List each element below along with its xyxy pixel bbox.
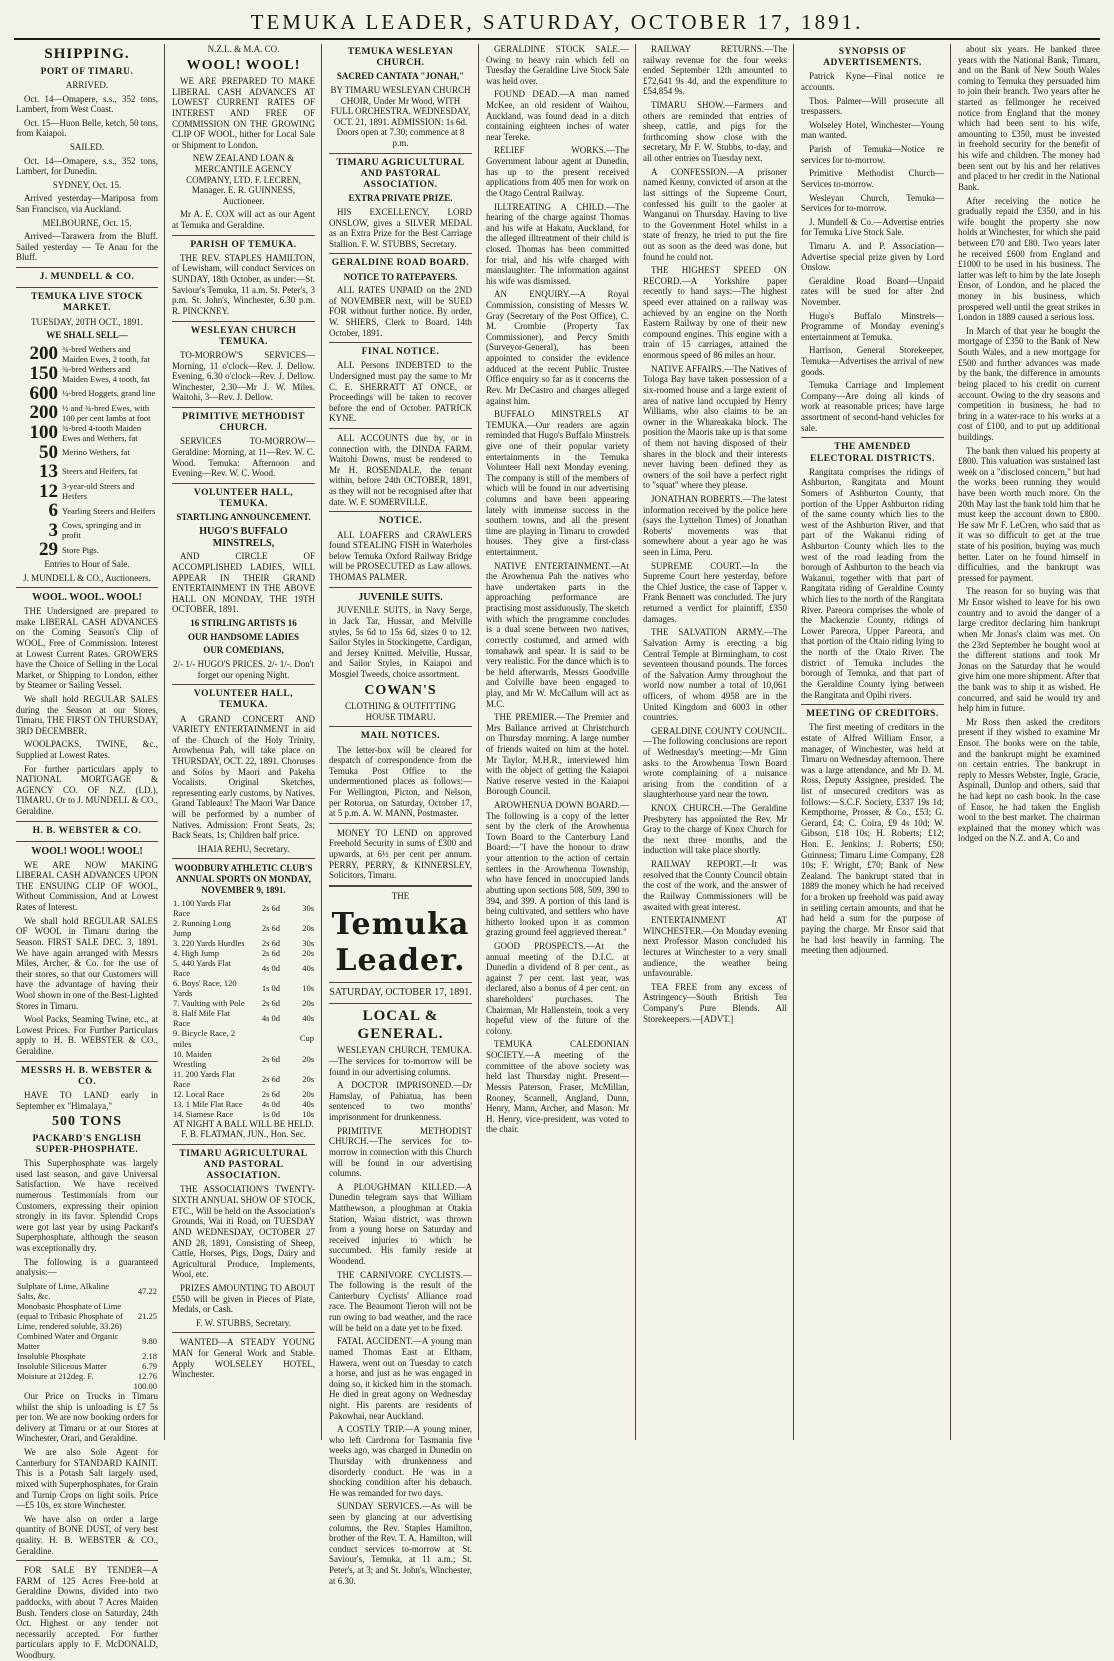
- price-note: Our Price on Trucks in Timaru whilst the ship is unloading is £7 5s per ton. We are now booking orders for delivery at Timaru or at our Stores at Winchester, Orari, and Geraldine.: [16, 1391, 158, 1444]
- districts-text: Rangitata comprises the ridings of Ashburton, Rangitata and Mount Somers of Ashburton County, that portion of the Upper Ashburton riding of the same county which lies to the west of the Ashburton River, and that part of the Wakanui riding of Ashburton County which lies to the west of the road leading from the borough of Ashburton to the beach via Wakanui, together with that part of Rangitata riding of Geraldine County which lies to the north of the Rangitata River. Pareora comprises the whole of the Mackenzie County, ridings of Lower Pareora, Upper Pareora, and that portion of the Otaio riding lying to the north of the Otaio River. The district of Temuka includes the borough of Temuka, and that part of the Geraldine County lying between the Rangitata and Opihi rivers.: [801, 466, 944, 700]
- event-row: [172, 958, 315, 978]
- news-paragraph: SUNDAY SERVICES.—As will be seen by glancing at our advertising columns, the Rev. Staples Hamilton, brother of the Rev. T. A. Hamilton, will conduct services to-morrow at St. Saviour's, Temuka, at 11 a.m.; St. Peter's, at 3; and St. John's, Winchester, at 6.30.: [329, 1501, 472, 1586]
- agency-text: NEW ZEALAND LOAN & MERCANTILE AGENCY COMPANY, LTD. F. LECREN, Manager. E. R. GUINNESS, Auctioneer.: [186, 153, 301, 206]
- arrival-entry: Oct. 15—Huon Belle, ketch, 50 tons, from Kaiapoi.: [16, 117, 158, 139]
- melbourne-text: Arrived—Tarawera from the Bluff. Sailed yesterday — Te Anau for the Bluff.: [16, 231, 158, 263]
- webster-heading: H. B. WEBSTER & CO.: [32, 825, 142, 836]
- event-row: [172, 1109, 315, 1119]
- we-shall-sell: WE SHALL SELL—: [46, 330, 128, 341]
- synopsis-item: Wesleyan Church, Temuka—Services for to-morrow.: [801, 192, 944, 214]
- news-paragraph: A PLOUGHMAN KILLED.—A Dunedin telegram says that William Matthewson, a ploughman at Otakia Station, Waiau district, was thrown from a young horse on Saturday and received injuries to which he succumbed. His family reside at Woodend.: [329, 1181, 472, 1267]
- masthead: [14, 8, 1100, 42]
- analysis-value: 21.25: [137, 1310, 157, 1321]
- mundell-heading: J. MUNDELL & CO.: [39, 272, 135, 283]
- packard-text: This Superphosphate was largely used last season, and gave Universal Satisfaction. We have received numerous Testimonials from our Customers, expressing their opinion strongly in its favor. Splendid Crops were got last year by using Packard's Superphosphate, although the season was exceptionally dry.: [16, 1158, 158, 1254]
- event-name: 12. Local Race: [173, 1088, 225, 1099]
- event-entry-fee: 4s 0d: [261, 1013, 280, 1024]
- analysis-value: 100.00: [133, 1381, 157, 1392]
- lot-count: 3: [48, 519, 58, 541]
- news-paragraph: FOUND DEAD.—A man named McKee, an old resident of Waihou, Auckland, was found dead in a ditch containing eighteen inches of water near Tereke.: [486, 89, 629, 142]
- synopsis-item: Harrison, General Storekeeper, Temuka—Advertises the arrival of new goods.: [801, 345, 944, 377]
- event-prize: 40s: [302, 1098, 314, 1109]
- news-paragraph: Mr Ross then asked the creditors present if they wished to examine Mr Ensor. The books were on the table, and the bankrupt might be examined on certain entries. The bankrupt in reply to Messrs Webster, Ingle, Gracie, Aspinall, Dunlop and others, said that he had kept no cash book. In the case of Ensor, he had taken the English wool to the best market. The chairman explained that the money which was lodged on the N.Z. and A. Co and: [958, 716, 1100, 844]
- livestock-lot: [16, 540, 158, 559]
- news-paragraph: AROWHENUA DOWN BOARD.—The following is a copy of the letter sent by the clerk of the Arowhenua Town Board to the Canterbury Land Board:—"I have the honour to draw your attention to the action of certain settlers in the Arowhenua Township, who have fenced in unoccupied lands abutting upon sections 508, 509, 390 to 394, and 399. A portion of this land is being cultivated, and settlers who have hitherto looked upon it as common grazing ground feel aggrieved thereat.": [486, 800, 629, 938]
- agri-text: THE ASSOCIATION'S TWENTY-SIXTH ANNUAL SHOW OF STOCK, ETC., Will be held on the Association's Grounds, Wai iti Road, on TUESDAY AND WEDNESDAY, OCTOBER 27 AND 28, 1891, Consisting of Sheep, Cattle, Horses, Pigs, Dogs, Dairy and Agricultural Produce, Implements, Wool, etc.: [172, 1184, 315, 1280]
- lot-description: Yearling Steers and Heifers: [62, 505, 156, 516]
- primitive-text: SERVICES TO-MORROW— Geraldine: Morning, at 11—Rev. W. C. Wood. Temuka: Afternoon and Evening—Rev. W. C. Wood.: [172, 436, 315, 479]
- event-name: 4. High Jump: [173, 948, 220, 959]
- kainit-note: We are also Sole Agent for Canterbury for STANDARD KAINIT. This is a Potash Salt largely used, mixed with Superphosphates, for Grain and Turnip Crops on light soils. Price—£5 10s, ex store Winchester.: [16, 1447, 158, 1511]
- lot-description: Merino Wethers, fat: [62, 447, 130, 458]
- shipping-heading: SHIPPING.: [44, 46, 130, 62]
- lot-count: 6: [48, 500, 58, 522]
- news-paragraph: ENTERTAINMENT AT WINCHESTER.—On Monday evening next Professor Mason concluded his lectures at Winchester to a very small audience, the weather being unfavourable.: [643, 915, 787, 979]
- event-name: 13. 1 Mile Flat Race: [173, 1098, 243, 1109]
- livestock-lot: [16, 423, 158, 443]
- event-row: [172, 938, 315, 948]
- lot-count: 100: [29, 422, 58, 444]
- livestock-lot: [16, 364, 158, 384]
- analysis-item: Insoluble Siliceous Matter: [17, 1360, 107, 1371]
- startling-heading: STARTLING ANNOUNCEMENT.: [176, 512, 311, 523]
- column-rule: [164, 44, 165, 1440]
- lot-count: 29: [39, 539, 58, 561]
- news-paragraph: TEA FREE from any excess of Astringency—South British Tea Company's Pure Blends. All Storekeepers.—[ADVT.]: [643, 981, 787, 1024]
- lot-description: Cows, springing and in profit: [62, 520, 141, 541]
- lot-count: 200: [29, 343, 58, 365]
- lot-count: 50: [39, 441, 58, 463]
- mail-heading: MAIL NOTICES.: [360, 731, 441, 742]
- synopsis-item: Geraldine Road Board—Unpaid rates will be sued for after 2nd November.: [801, 275, 944, 307]
- lot-description: Store Pigs.: [62, 544, 99, 555]
- analysis-row: [16, 1371, 158, 1381]
- livestock-lot: [16, 481, 158, 501]
- bone-note: We have also on order a large quantity of BONE DUST, of very best quality. H. B. WEBSTER & CO., Geraldine.: [16, 1513, 158, 1556]
- juvenile-text: JUVENILE SUITS, in Navy Serge, in Jack Tar, Hussar, and Melville styles, 5s 6d to 15s 6d, sizes 0 to 12. Sailor Styles in Stockingette, Cardigan, and Jersey Knitted. Melville, Hussar, and Sailor Styles, in Kaiapoi and Mosgiel Tweeds, choice assortment.: [329, 605, 472, 680]
- news-paragraph: THE PREMIER.—The Premier and Mrs Ballance arrived at Christchurch on Thursday morning. A large number of friends waited on him at the hotel. Mr Taylor, M.H.R., interviewed him with the object of getting the Kaiapoi Native reserve vested in the Kaiapoi Borough Council.: [486, 712, 629, 797]
- melbourne-dateline: MELBOURNE, Oct. 15.: [42, 217, 132, 228]
- masthead-rule: [14, 38, 1100, 40]
- local-news: [329, 1045, 472, 1586]
- news-paragraph: The reason for so buying was that Mr Ensor wished to leave for his own country and to avoid the danger of a large creditor declaring him bankrupt when Mr Jonas's claim was met. On the 23rd September he bought wool at the different stations and took Mr Jonas on the Saturday that he would give him one more shipment. After that the bank was to ship it as wished. He concurred, and said he would try and help him in future.: [958, 586, 1100, 714]
- concert-signature: IHAIA REHU, Secretary.: [197, 843, 290, 854]
- event-name: 1. 100 Yards Flat Race: [173, 898, 231, 919]
- lot-description: ¼-bred Hoggets, grand line: [62, 388, 156, 399]
- event-name: 7. Vaulting with Pole: [173, 998, 245, 1009]
- event-prize: 30s: [302, 938, 314, 949]
- news-paragraph: BUFFALO MINSTRELS AT TEMUKA.—Our readers are again reminded that Hugo's Buffalo Minstrels give one of their popular variety entertainments in the Temuka Volunteer Hall next Monday evening. The company is still of the members of which will be found in our advertising columns and have been appearing lately with immense success in the southern towns, and all the present time are playing in Timaru to crowded houses. They give a first-class entertainment.: [486, 409, 629, 558]
- final-notice-heading: FINAL NOTICE.: [361, 347, 440, 358]
- paper-title: Temuka Leader.: [331, 907, 470, 978]
- cantata-heading: SACRED CANTATA "JONAH,": [336, 71, 465, 82]
- ball-note: AT NIGHT A BALL WILL BE HELD. F. B. FLATMAN, JUN., Hon. Sec.: [173, 1118, 314, 1140]
- analysis-row: [16, 1281, 158, 1301]
- comedians-line: OUR COMEDIANS,: [203, 645, 284, 656]
- column-rule: [635, 44, 636, 1440]
- handsome-line: OUR HANDSOME LADIES: [187, 631, 299, 642]
- news-paragraph: In March of that year he bought the mortgage of £350 to the Bank of New South Wales, and a new mortgage for £500 and further advances was made by the bank, the difference in amounts being placed to his credit on current account. Owing to the dry seasons and competition in business, he had to bring in a water-race to his works at a cost of £100, and to put up additional buildings.: [958, 325, 1100, 442]
- news-paragraph: KNOX CHURCH.—The Geraldine Presbytery has appointed the Rev. Mr Gray to the charge of Knox Church for the next three months, and the induction will take place shortly.: [643, 803, 787, 856]
- event-prize: 20s: [302, 998, 314, 1009]
- event-name: 14. Siamese Race: [173, 1108, 234, 1119]
- news-paragraph: The bank then valued his property at £800. This valuation was sustained last week on a "disclosed concern," but had the works been running they would have been worth much more. On the 20th May last the bank told him that he must keep the account down to £800. He saw Mr F. LeCren, who said that as it was so difficult to get at the true state of his position, buying was much better. Later on he found himself in difficulties, and the bankrupt was pressed for payment.: [958, 445, 1100, 583]
- event-entry-fee: 2s 6d: [261, 923, 280, 934]
- webster2-text: HAVE TO LAND early in September ex "Himalaya,": [16, 1090, 158, 1111]
- news-paragraph: THE HIGHEST SPEED ON RECORD.—A Yorkshire paper recently to hand says:—The highest speed ever attained on a railway was achieved by an engine on the North Eastern Railway by one of their new compound engines. This engine with a train of 15 carriages, attained the enormous speed of 86 miles an hour.: [643, 265, 787, 361]
- event-row: [172, 1069, 315, 1089]
- news-paragraph: THE CARNIVORE CYCLISTS.—The following is the result of the Canterbury Cyclists' Alliance road race. The Beaumont Tieron will not be run owing to bad weather, and the race will be held on a date yet to be fixed.: [329, 1269, 472, 1333]
- event-entry-fee: 2s 6d: [261, 998, 280, 1009]
- news-paragraph: TEMUKA CALEDONIAN SOCIETY.—A meeting of the committee of the above society was held last Thursday night. Present—Messrs Paterson, Fraser, McMillan, Rooney, Scannell, Angland, Dunn, Henry, Mann, Archer, and Mason. Mr H. Henry, vice-president, was voted to the chair.: [486, 1039, 629, 1135]
- wesleyan-church-heading: TEMUKA WESLEYAN CHURCH.: [347, 47, 454, 69]
- accounts-text: ALL ACCOUNTS due by, or in connection with, the DINDA FARM, Waitohi Downs, must be rendered to Mr H. ROSENDALE, the tenant within, before 24th OCTOBER, 1891, as they will not be recognised after that date. W. F. SOMERVILLE.: [329, 433, 472, 507]
- event-entry-fee: 2s 6d: [261, 1073, 280, 1084]
- synopsis-item: Thos. Palmer—Will prosecute all trespassers.: [801, 95, 944, 117]
- event-row: [172, 1028, 315, 1048]
- money-text: MONEY TO LEND on approved Freehold Security in sums of £300 and upwards, at 6½ per cent per annum. PERRY, PERRY, & KINNERSLEY, Solicitors, Timaru.: [329, 827, 472, 881]
- event-entry-fee: 2s 6d: [261, 903, 280, 914]
- event-prize: 20s: [302, 923, 314, 934]
- parish-heading: PARISH OF TEMUKA.: [190, 239, 297, 250]
- news-column: [486, 44, 629, 1135]
- arrival-entry: Oct. 14—Omapere, s.s., 352 tons, Lambert, from West Coast.: [16, 93, 158, 115]
- cantata-text: BY TIMARU WESLEYAN CHURCH CHOIR, Under Mr Wood, WITH FULL ORCHESTRA. WEDNESDAY, OCT. 21, 1891. ADMISSION: 1s 6d. Doors open at 7.30; commence at 8 p.m.: [330, 85, 471, 149]
- agri-heading: TIMARU AGRICULTURAL AND PASTORAL ASSOCIATION.: [336, 157, 465, 191]
- loafers-text: ALL LOAFERS and CRAWLERS found STEALING FISH in Waterholes below Temuka Oxford Railway Bridge will be PROSECUTED as Law allows. THOMAS PALMER.: [329, 529, 472, 582]
- livestock-lot: [16, 501, 158, 520]
- synopsis-list: [801, 71, 944, 433]
- news-paragraph: GOOD PROSPECTS.—At the annual meeting of the D.I.C. at Dunedin a dividend of 8 per cent., as against 7 per cent. last year, was declared, also a bonus of 4 per cent. on shareholders' purchases. The Chairman, Mr Hallenstein, took a very hopeful view of the future of the colony.: [486, 940, 629, 1036]
- wool-sales: We shall hold REGULAR SALES during the Season at our Stores, Timaru, THE FIRST ON THURSDAY, 3RD DECEMBER.: [16, 693, 158, 736]
- news-paragraph: PRIMITIVE METHODIST CHURCH.—The services for to-morrow in connection with this Church will be found in our advertising columns.: [329, 1125, 472, 1179]
- wanted-ad: WANTED—A STEADY YOUNG MAN for General Work and Stable. Apply WOLSELEY HOTEL, Winchester.: [172, 1337, 315, 1380]
- event-entry-fee: [247, 1028, 281, 1048]
- event-entry-fee: 2s 6d: [261, 1053, 280, 1064]
- news-paragraph: GERALDINE STOCK SALE.—Owing to heavy rain which fell on Tuesday the Geraldine Live Stock Sale was held over.: [486, 44, 629, 86]
- event-prize: Cup: [299, 1033, 314, 1044]
- ratepayers-text: ALL RATES UNPAID on the 2ND of NOVEMBER next, will be SUED FOR without further notice. By order, W. SHIERS, Clerk to Board. 14th October, 1891.: [329, 285, 472, 338]
- column-rule: [950, 44, 951, 1440]
- cox-note: Mr A. E. COX will act as our Agent at Temuka and Geraldine.: [172, 209, 315, 231]
- event-name: 9. Bicycle Race, 2 miles: [173, 1028, 236, 1049]
- hugo-text: AND CIRCLE OF ACCOMPLISHED LADIES, WILL APPEAR IN THEIR GRAND ENTERTAINMENT IN THE ABOVE HALL ON MONDAY, THE 19TH OCTOBER, 1891.: [172, 551, 315, 615]
- analysis-item: Insoluble Phosphate: [17, 1350, 86, 1361]
- stubbs-signature: F. W. STUBBS, Secretary.: [196, 1317, 291, 1328]
- column-3: [323, 44, 478, 1586]
- creditors-heading: MEETING OF CREDITORS.: [806, 709, 939, 720]
- event-name: 10. Maiden Wrestling: [173, 1048, 212, 1069]
- wool-heading: WOOL! WOOL!: [186, 57, 301, 73]
- synopsis-item: Patrick Kyne—Final notice re accounts.: [801, 71, 944, 93]
- wool-text: WE ARE PREPARED TO MAKE LIBERAL CASH ADVANCES AT LOWEST CURRENT RATES OF INTEREST AND FREE OF COMMISSION ON THE GROWING CLIP OF WOOL, hither for Local Sale or Shipment to London.: [172, 76, 315, 150]
- news-paragraph: RAILWAY RETURNS.—The railway revenue for the four weeks ended September 12th amounted to £72,641 9s 4d, and the expenditure to £54,854 9s.: [643, 44, 787, 97]
- event-row: [172, 1008, 315, 1028]
- wool2-more: We shall hold REGULAR SALES OF WOOL in Timaru during the Season. FIRST SALE DEC. 3, 1891. We have again arranged with Messrs Miles, Archer, & Co. for the use of their stores, so that our Customers will have the advantage of having their Wool shown in one of the Best-Lighted Stores in Timaru.: [16, 915, 158, 1011]
- sydney-text: Arrived yesterday—Mariposa from San Francisco, via Auckland.: [16, 193, 158, 214]
- analysis-row: [16, 1381, 158, 1391]
- lot-count: 600: [29, 382, 58, 404]
- news-paragraph: AN ENQUIRY.—A Royal Commission, consisting of Messrs W. Gray (Secretary of the Post Office), C. M. Crombie (Property Tax Commissioner), and Percy Smith (Surveyor-General), has been appointed to consider the evidence adduced at the recent Public Trustee Office enquiry so far as it concerns the Rev. Mr DeCastro and charges alleged against him.: [486, 289, 629, 406]
- event-entry-fee: 4s 0d: [261, 963, 280, 974]
- news-paragraph: A DOCTOR IMPRISONED.—Dr Hamslay, of Pahiatua, has been sentenced to two months' imprisonment for drunkenness.: [329, 1080, 472, 1123]
- event-row: [172, 918, 315, 938]
- parish-text: THE REV. STAPLES HAMILTON, of Lewisham, will conduct Services on SUNDAY, 18th October, as under:—St. Saviour's Temuka, 11 a.m. St. Peter's, 3 p.m. St. John's, Winchester, 6.30 p.m. R. PINCKNEY.: [172, 252, 315, 316]
- sports-events-table: [172, 898, 315, 1118]
- event-name: 8. Half Mile Flat Race: [173, 1008, 231, 1029]
- districts-heading: THE AMENDED ELECTORAL DISTRICTS.: [810, 442, 935, 464]
- event-row: [172, 998, 315, 1008]
- road-board-heading: GERALDINE ROAD BOARD.: [331, 258, 470, 269]
- sydney-dateline: SYDNEY, Oct. 15.: [52, 179, 122, 190]
- extra-prize-heading: EXTRA PRIVATE PRIZE.: [348, 193, 453, 204]
- event-name: 11. 200 Yards Flat Race: [173, 1068, 235, 1089]
- livestock-heading: TEMUKA LIVE STOCK MARKET.: [31, 292, 143, 314]
- packard-heading: PACKARD'S ENGLISH SUPER-PHOSPHATE.: [32, 1133, 142, 1155]
- primitive-heading: PRIMITIVE METHODIST CHURCH.: [182, 411, 305, 434]
- event-prize: 40s: [302, 1013, 314, 1024]
- arrived-heading: ARRIVED.: [65, 79, 109, 90]
- news-paragraph: A COSTLY TRIP.—A young miner, who left Cardrona for Tasmania five weeks ago, was charged in Dunedin on Thursday with drunkenness and disorderly conduct. He was in a shocking condition after his debauch. He was remanded for two days.: [329, 1424, 472, 1498]
- analysis-heading: The following is a guaranteed analysis:—: [16, 1256, 158, 1278]
- lot-count: 200: [29, 402, 58, 424]
- analysis-value: 47.22: [137, 1285, 157, 1296]
- event-entry-fee: 4s 0d: [261, 1098, 280, 1109]
- column-2: [166, 44, 321, 1440]
- news-paragraph: RELIEF WORKS.—The Government labour agent at Dunedin, has up to the present received applications from 405 men for work on the Otago Central Railway.: [486, 145, 629, 198]
- analysis-value: 6.79: [142, 1360, 157, 1371]
- news-paragraph: GERALDINE COUNTY COUNCIL.—The following conclusions are report of Wednesday's meeting:—Mr Ginn asks to the Arowhenua Town Board wrote complaining of a nuisance arising from the condition of a slaughterhouse yard near the town.: [643, 725, 787, 800]
- final-notice-text: ALL Persons INDEBTED to the Undersigned must pay the same to Mr C. E. SHERRATT AT ONCE, or Proceedings will be taken to recover before the end of October. PATRICK KYNE.: [329, 360, 472, 424]
- livestock-lot: [16, 443, 158, 462]
- tons-heading: 500 TONS: [51, 1114, 123, 1130]
- event-name: 3. 220 Yards Hurdles: [173, 938, 245, 949]
- lot-description: ¾-bred Wethers and Maiden Ewes, 2 tooth, fat: [62, 343, 150, 364]
- livestock-lot: [16, 384, 158, 403]
- event-prize: 10s: [302, 983, 314, 994]
- event-entry-fee: 1s 0d: [261, 983, 280, 994]
- wool2-packs: Wool Packs, Seaming Twine, etc., at Lowest Prices. For Further Particulars apply to H. B. WEBSTER & CO., Geraldine.: [16, 1014, 158, 1056]
- masthead-title: TEMUKA LEADER, SATURDAY, OCTOBER 17, 1891.: [250, 10, 864, 34]
- news-column: [643, 44, 787, 1024]
- prices-line: 2/- 1/- HUGO'S PRICES. 2/- 1/-. Don't forget our opening Night.: [173, 658, 314, 680]
- lot-count: 13: [39, 460, 58, 482]
- column-4: [480, 44, 635, 1440]
- volunteer2-heading: VOLUNTEER HALL, TEMUKA.: [193, 689, 294, 711]
- analysis-item: [16, 1381, 124, 1391]
- port-heading: PORT OF TIMARU.: [40, 66, 134, 77]
- event-prize: 10s: [302, 1108, 314, 1119]
- event-row: [172, 1099, 315, 1109]
- event-row: [172, 898, 315, 918]
- extra-prize-text: HIS EXCELLENCY, LORD ONSLOW, gives a SILVER MEDAL as an Extra Prize for the Best Carriage Stallion. F. W. STUBBS, Secretary.: [329, 206, 472, 249]
- event-prize: 20s: [302, 948, 314, 959]
- news-paragraph: After receiving the notice he gradually repaid the £350, and in his wife bought the property she now holds at Winchester, for which she paid between £70 and £80. Two years later he received £600 from England and £1000 to be used in his business. The latter was left to him by the late Joseph Ensor, of London, and he placed the money in his business, which prospered well until the great strikes in London in 1889 caused a serious loss.: [958, 195, 1100, 323]
- analysis-item: Sulphate of Lime, Alkaline Salts, &c.: [17, 1280, 110, 1301]
- lot-count: 12: [39, 480, 58, 502]
- column-rule: [793, 44, 794, 1440]
- synopsis-item: Wolseley Hotel, Winchester—Young man wanted.: [801, 119, 944, 141]
- wool2-heading: WOOL! WOOL! WOOL!: [31, 845, 143, 857]
- event-row: [172, 1089, 315, 1099]
- column-6: [795, 44, 950, 1440]
- news-paragraph: about six years. He banked three years with the National Bank, Timaru, and on the Bank of New South Wales coming to Temuka they persuaded him to join their branch. Two years after he started as fellmonger he received notice from England that the money which had been sent to his wife, amounting to £350, must be invested in freehold security for the benefit of his wife and children. The money had been sent out by his and her relatives and placed to her credit in the National Bank.: [958, 44, 1100, 192]
- analysis-item: Moisture at 212deg. F.: [17, 1371, 94, 1381]
- lot-description: ¾-bred 4-tooth Maiden Ewes and Wethers, fat: [62, 422, 142, 443]
- wool2-text: WE ARE NOW MAKING LIBERAL CASH ADVANCES UPON THE ENSUING CLIP OF WOOL, Without Commission, And at Lowest Rates of Interest.: [16, 859, 158, 913]
- sailed-heading: SAILED.: [69, 141, 105, 152]
- event-entry-fee: 2s 6d: [261, 948, 280, 959]
- news-paragraph: WESLEYAN CHURCH, TEMUKA.—The services for to-morrow will be found in our advertising columns.: [329, 1045, 472, 1077]
- column-rule: [478, 44, 479, 1440]
- cowan-text: CLOTHING & OUTFITTING HOUSE TIMARU.: [345, 701, 456, 722]
- event-entry-fee: 2s 6d: [261, 1088, 280, 1099]
- event-name: 5. 440 Yards Flat Race: [173, 958, 231, 979]
- wool-text: THE Undersigned are prepared to make LIBERAL CASH ADVANCES on the Coming Season's Clip of WOOL, Free of Commission. Interest at Lowest Current Rates. GROWERS have the Choice of Selling in the Local Market, or Shipping to London, either by Steamer or Sailing Vessel.: [16, 606, 158, 691]
- news-paragraph: NATIVE ENTERTAINMENT.—At the Arowhenua Pah the natives who have undertaken parts in the approaching performance are practising most assiduously. The sketch with which the programme concludes is a dual scene between two natives, correctly costumed, and armed with tomahawk and spear. It is said to be very realistic. For the dance which is to be held afterwards, Messrs Goodville and Colville have been engaged to play, and Mr W. McCallum will act as M.C.: [486, 560, 629, 709]
- news-paragraph: TIMARU SHOW.—Farmers and others are reminded that entries of sheep, cattle, and pigs for the forthcoming show close with the secretary, Mr F. W. Stubbs, to-day, and all other entries on Tuesday next.: [643, 100, 787, 164]
- volunteer-heading: VOLUNTEER HALL, TEMUKA.: [193, 487, 294, 510]
- analysis-row: [16, 1361, 158, 1371]
- synopsis-item: Primitive Methodist Church—Services to-morrow.: [801, 168, 944, 189]
- prizes-text: PRIZES AMOUNTING TO ABOUT £550 will be given in Pieces of Plate, Medals, or Cash.: [172, 1282, 315, 1315]
- agri-heading: TIMARU AGRICULTURAL AND PASTORAL ASSOCIATION.: [179, 1148, 308, 1182]
- woodbury-heading: WOODBURY ATHLETIC CLUB'S ANNUAL SPORTS ON MONDAY, NOVEMBER 9, 1891.: [174, 863, 313, 895]
- news-paragraph: RAILWAY REPORT.—It was resolved that the County Council obtain the cost of the work, and the answer of the Railway Commissioners will be awaited with great interest.: [643, 859, 787, 912]
- column-1: [10, 44, 164, 1661]
- entries-note: Entries to Hour of Sale.: [44, 559, 130, 570]
- lot-count: 150: [29, 363, 58, 385]
- farm-tender: FOR SALE BY TENDER—A FARM of 125 Acres Free-hold at Geraldine Downs, divided into two paddocks, with about 7 Acres Maiden Bush. Tenders close on Saturday, 24th Oct. Highest or any tender not necessarily accepted. For further particulars apply to F. McDONALD, Woodbury.: [16, 1565, 158, 1661]
- synopsis-heading: SYNOPSIS OF ADVERTISEMENTS.: [823, 47, 922, 69]
- analysis-item: Combined Water and Organic Matter: [17, 1330, 119, 1351]
- news-paragraph: SUPREME COURT.—In the Supreme Court here yesterday, before the Chief Justice, the case of Tapper v. Frank Bennett was concluded. The jury returned a verdict for plaintiff, £350 damages.: [643, 560, 787, 624]
- lot-description: 3-year-old Steers and Heifers: [62, 480, 135, 501]
- artists-line: 16 STIRLING ARTISTS 16: [190, 618, 297, 629]
- lot-description: ½ and ¾-bred Ewes, with 100 per cent lambs at foot: [62, 402, 151, 423]
- column-rule: [321, 44, 322, 1440]
- livestock-lot: [16, 520, 158, 540]
- analysis-row: [16, 1351, 158, 1361]
- event-prize: 20s: [302, 1088, 314, 1099]
- event-name: 6. Boys' Race, 120 Yards: [173, 978, 237, 999]
- news-paragraph: NATIVE AFFAIRS.—The Natives of Tologa Bay have taken possession of a six-roomed house and a large extent of area of native land occupied by Henry Williams, who also claims to be an owner in the Whareakaka block. The position the Maoris take up is that some of them not having disposed of their shares in the block and their interests never having been defined they as owners of the soil have a perfect right to "squat" where they please.: [643, 363, 787, 491]
- event-prize: 20s: [302, 1073, 314, 1084]
- news-paragraph: A CONFESSION.—A prisoner named Kenny, convicted of arson at the last sittings of the Supreme Court, confessed his guilt to the gaoler at Wanganui on Thursday. Having to live to the Government Hotel whilst in a state of frenzy, he tried to put the fire out as soon as the deed was done, but found he could not.: [643, 166, 787, 262]
- lot-description: ¾-bred Wethers and Maiden Ewes, 4 tooth, fat: [62, 363, 150, 384]
- concert-text: A GRAND CONCERT AND VARIETY ENTERTAINMENT in aid of the Church of the Holy Trinity, Arowhenua Pah, will take place on THURSDAY, OCT. 22, 1891. Choruses and Solos by Maori and Pakeha Vocalists. Original Sketches, representing early customs, by Natives. Grand Tableaux! The Maori War Dance will be performed by a number of Natives. Admission: Front Seats, 2s; Back Seats, 1s; Children half price.: [172, 713, 315, 841]
- analysis-value: 9.80: [142, 1335, 157, 1346]
- hugo-heading: HUGO'S BUFFALO MINSTRELS,: [199, 525, 288, 549]
- issue-date: SATURDAY, OCTOBER 17, 1891.: [329, 987, 472, 999]
- wool-heading: WOOL. WOOL. WOOL!: [32, 592, 142, 604]
- event-prize: 40s: [302, 963, 314, 974]
- analysis-row: [16, 1301, 158, 1331]
- livestock-date: TUESDAY, 20TH OCT., 1891.: [30, 316, 144, 327]
- news-paragraph: JONATHAN ROBERTS.—The latest information received by the police here (says the Lyttelton Times) of Jonathan Roberts' movements was that somewhere about a year ago he was seen in Lima, Peru.: [643, 493, 787, 558]
- event-name: 2. Running Long Jump: [173, 918, 231, 939]
- woolpacks: WOOLPACKS, TWINE, &c., Supplied at Lowest Rates.: [16, 739, 158, 760]
- cowan-heading: COWAN'S: [364, 682, 437, 698]
- sailed-entry: Oct. 14—Omapere, s.s., 352 tons, Lambert, for Dunedin.: [16, 155, 158, 177]
- mundell-signature: J. MUNDELL & CO., Auctioneers.: [23, 572, 151, 583]
- mail-text: The letter-box will be cleared for despatch of correspondence from the Temuka Post Office to the undermentioned places as follows:— For Wellington, Picton, and Nelson, per Rotorua, on Saturday, October 17, at 5 p.m. A. W. MANN, Postmaster.: [329, 744, 472, 819]
- synopsis-item: J. Mundell & Co.—Advertise entries for Temuka Live Stock Sale.: [801, 216, 944, 238]
- column-7: [952, 44, 1106, 1440]
- event-prize: 30s: [302, 903, 314, 914]
- analysis-row: [16, 1331, 158, 1351]
- synopsis-item: Timaru A. and P. Association—Advertise special prize given by Lord Onslow.: [801, 240, 944, 273]
- news-paragraph: FATAL ACCIDENT.—A young man named Thomas East at Eltham, Hawera, went out on Tuesday to catch a horse, and just as he was engaged in doing so, it kicked him in the stomach. He died in great agony on Wednesday night. His parents are residents of Pakowhai, near Auckland.: [329, 1336, 472, 1421]
- synopsis-item: Hugo's Buffalo Minstrels—Programme of Monday evening's entertainment at Temuka.: [801, 310, 944, 342]
- livestock-lots: [16, 344, 158, 559]
- local-general-heading: LOCAL & GENERAL.: [357, 1008, 444, 1042]
- synopsis-item: Temuka Carriage and Implement Company—Are doing all kinds of work at reasonable prices; have large assortment of second-hand vehicles for sale.: [801, 380, 944, 433]
- livestock-lot: [16, 403, 158, 423]
- livestock-lot: [16, 462, 158, 481]
- event-row: [172, 948, 315, 958]
- livestock-lot: [16, 344, 158, 364]
- event-row: [172, 1049, 315, 1069]
- juvenile-heading: JUVENILE SUITS.: [358, 591, 443, 603]
- analysis-item: Monobasic Phosphate of Lime (equal to Tribasic Phosphate of Lime, rendered soluble, 33.26): [17, 1300, 123, 1331]
- event-entry-fee: 2s 6d: [261, 938, 280, 949]
- nzlm-heading: N.Z.L. & M.A. CO.: [207, 44, 280, 54]
- wesleyan-text: TO-MORROW'S SERVICES— Morning, 11 o'clock—Rev. J. Dellow. Evening, 6.30 o'clock—Rev. J. Dellow. Winchester, 2.30—Mr J. W. Miles. Waitohi, 3—Rev. J. Dellow.: [172, 349, 315, 403]
- event-row: [172, 978, 315, 998]
- analysis-value: 12.76: [137, 1371, 157, 1381]
- the-label: THE: [391, 890, 410, 901]
- creditors-continued: [958, 44, 1100, 844]
- wool-particulars: For further particulars apply to NATIONAL MORTGAGE & AGENCY CO. OF N.Z. (LD.), TIMARU. Or to J. MUNDELL & CO., Geraldine.: [16, 763, 158, 817]
- analysis-table: [16, 1281, 158, 1391]
- synopsis-item: Parish of Temuka—Notice re services for to-morrow.: [801, 144, 944, 165]
- creditors-text: The first meeting of creditors in the estate of Alfred William Ensor, a manager, of Winchester, was held at Timaru on Wednesday afternoon. There was a large attendance, and Mr D. M. Ross, Deputy Assignee, presided. The list of unsecured creditors was as follows:—S.C.F. Society, £337 19s 1d; Kempthorne, Prosser, & Co., £53; G. Gerard, £4; C. Coira, £9 4s 10d; W. Gibson, £18 10s; H. Roberts; £12; Hon. E. Jenkins; J. Roberts; £50; Guinness; Timaru Lime Company, £28 10s; F. Wright, £70; Bank of New Zealand. The bankrupt stated that in 1889 the money which he had received for a broken up freehold was paid away in settling certain amounts, and that he had held a sum for the purpose of paying the charge. Mr Ensor said that he had lost heavily in farming. The meeting then adjourned.: [801, 722, 944, 956]
- column-5: [637, 44, 793, 1440]
- analysis-value: 2.18: [142, 1350, 157, 1361]
- news-paragraph: ILLTREATING A CHILD.—The hearing of the charge against Thomas and his wife at Hakatu, Auckland, for the alleged illtreatment of their child is closed. Thomas has been committed for trial, and his wife charged with manslaughter. The information against his wife was dismissed.: [486, 201, 629, 286]
- event-entry-fee: 1s 0d: [261, 1108, 280, 1119]
- lot-description: Steers and Heifers, fat: [62, 466, 138, 477]
- webster2-heading: MESSRS H. B. WEBSTER & CO.: [21, 1065, 153, 1087]
- notice-heading: NOTICE.: [378, 516, 423, 527]
- ratepayers-heading: NOTICE TO RATEPAYERS.: [343, 271, 458, 282]
- wesleyan-heading: WESLEYAN CHURCH TEMUKA.: [190, 325, 297, 347]
- news-paragraph: THE SALVATION ARMY.—The Salvation Army is erecting a big Central Temple at Birmingham, to cost seventeen thousand pounds. The forces of the Salvation Army throughout the world now number a total of 10,061 officers, of whom 4958 are in the United Kingdom and 6003 in other countries.: [643, 627, 787, 723]
- event-prize: 20s: [302, 1053, 314, 1064]
